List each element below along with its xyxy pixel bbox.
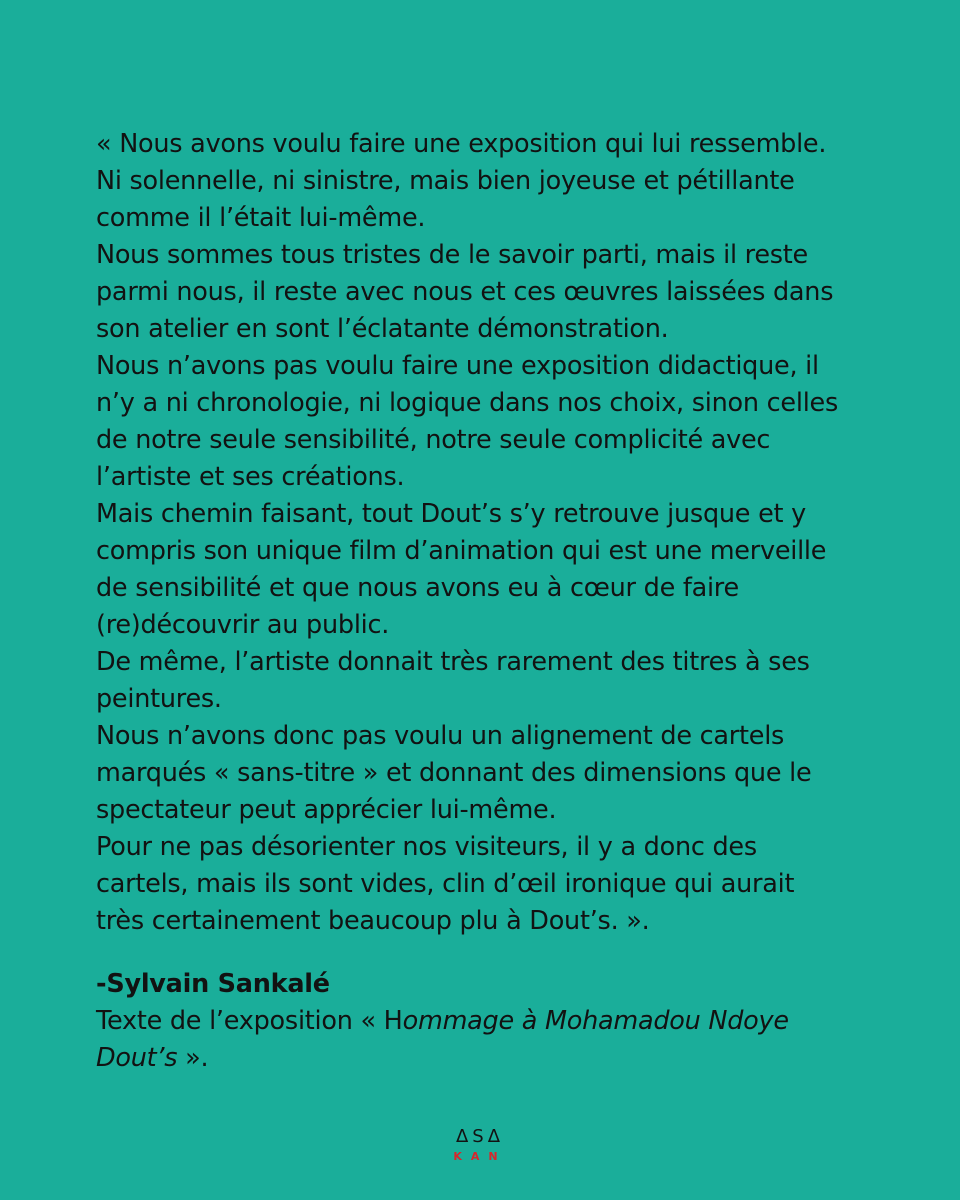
quote-line: spectateur peut apprécier lui-même. — [96, 795, 557, 825]
quote-line: de notre seule sensibilité, notre seule complicité avec — [96, 425, 771, 455]
quote-line: marqués « sans-titre » et donnant des dimensions que le — [96, 758, 812, 788]
caption-suffix: ». — [177, 1043, 209, 1073]
exhibition-title-part2: Dout’s — [96, 1043, 178, 1073]
quote-line: Nous n’avons donc pas voulu un alignement de cartels — [96, 721, 785, 751]
quote-text — [96, 126, 886, 940]
quote-line: cartels, mais ils sont vides, clin d’œil ironique qui aurait — [96, 869, 795, 899]
exhibition-caption-continued — [96, 1040, 886, 1077]
quote-line: Nous n’avons pas voulu faire une exposition didactique, il — [96, 351, 819, 381]
quote-line: l’artiste et ses créations. — [96, 462, 405, 492]
quote-line: Pour ne pas désorienter nos visiteurs, il y a donc des — [96, 832, 757, 862]
quote-line: Nous sommes tous tristes de le savoir parti, mais il reste — [96, 240, 808, 270]
quote-line: (re)découvrir au public. — [96, 610, 390, 640]
quote-line: son atelier en sont l’éclatante démonstration. — [96, 314, 669, 344]
quote-line: comme il l’était lui-même. — [96, 203, 426, 233]
exhibition-title-part1: ommage à Mohamadou Ndoye — [402, 1006, 789, 1036]
exhibition-caption — [96, 1003, 886, 1040]
logo-mark — [440, 1124, 520, 1164]
logo-bottom-text: KAN — [453, 1150, 507, 1163]
quote-line: parmi nous, il reste avec nous et ces œuvres laissées dans — [96, 277, 834, 307]
quote-line: compris son unique film d’animation qui est une merveille — [96, 536, 827, 566]
asakan-logo — [440, 1124, 520, 1164]
quote-line: De même, l’artiste donnait très rarement des titres à ses — [96, 647, 810, 677]
quote-line: Mais chemin faisant, tout Dout’s s’y retrouve jusque et y — [96, 499, 806, 529]
quote-line: n’y a ni chronologie, ni logique dans nos choix, sinon celles — [96, 388, 839, 418]
quote-line: très certainement beaucoup plu à Dout’s. ». — [96, 906, 650, 936]
quote-line: de sensibilité et que nous avons eu à cœur de faire — [96, 573, 739, 603]
quote-line: peintures. — [96, 684, 222, 714]
quote-line: « Nous avons voulu faire une exposition qui lui ressemble. — [96, 129, 827, 159]
signature-block — [96, 966, 886, 1077]
author-name: -Sylvain Sankalé — [96, 969, 330, 999]
quote-line: Ni solennelle, ni sinistre, mais bien joyeuse et pétillante — [96, 166, 795, 196]
caption-prefix: Texte de l’exposition « H — [96, 1006, 403, 1036]
logo-top-text: ΔSΔ — [455, 1126, 505, 1147]
